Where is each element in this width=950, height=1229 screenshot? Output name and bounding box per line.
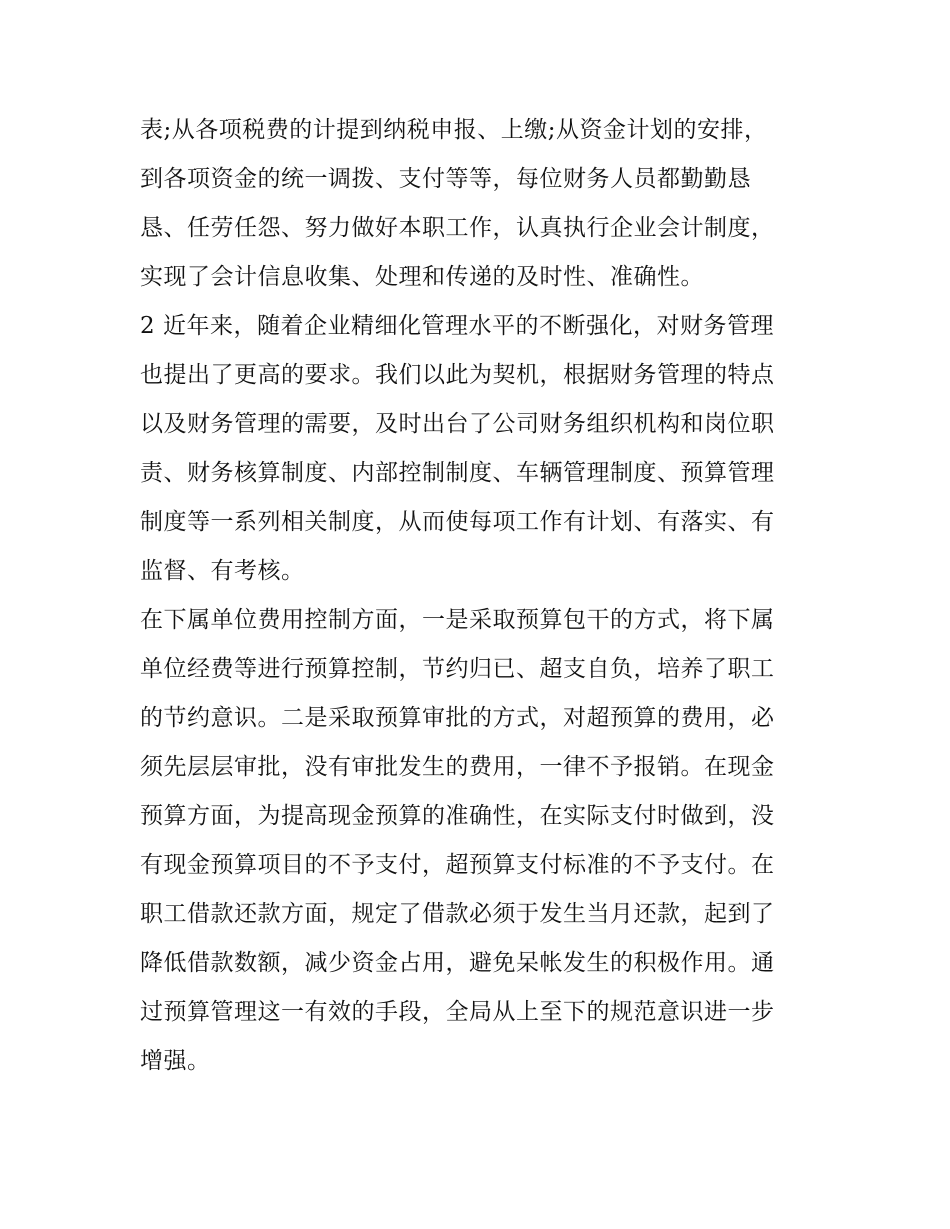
- text-line: 到各项资金的统一调拨、支付等等，每位财务人员都勤勤恳: [140, 166, 751, 192]
- text-line: 监督、有考核。: [140, 558, 305, 584]
- body-text: [140, 106, 820, 1086]
- text-line: 恳、任劳任怨、努力做好本职工作，认真执行企业会计制度，: [140, 215, 775, 241]
- text-line: 降低借款数额，减少资金占用，避免呆帐发生的积极作用。通: [140, 950, 775, 976]
- text-line: 也提出了更高的要求。我们以此为契机，根据财务管理的特点: [140, 362, 775, 388]
- text-line: 2 近年来，随着企业精细化管理水平的不断强化，对财务管理: [140, 313, 774, 339]
- text-line: 预算方面，为提高现金预算的准确性，在实际支付时做到，没: [140, 803, 775, 829]
- text-line: 过预算管理这一有效的手段，全局从上至下的规范意识进一步: [140, 999, 775, 1025]
- paragraph-1: [140, 106, 820, 302]
- text-line: 表;从各项税费的计提到纳税申报、上缴;从资金计划的安排，: [140, 117, 768, 143]
- text-line: 实现了会计信息收集、处理和传递的及时性、准确性。: [140, 264, 704, 290]
- text-line: 在下属单位费用控制方面，一是采取预算包干的方式，将下属: [140, 607, 775, 633]
- text-line: 单位经费等进行预算控制，节约归已、超支自负，培养了职工: [140, 656, 775, 682]
- text-line: 的节约意识。二是采取预算审批的方式，对超预算的费用，必: [140, 705, 775, 731]
- text-line: 增强。: [140, 1048, 211, 1074]
- text-line: 须先层层审批，没有审批发生的费用，一律不予报销。在现金: [140, 754, 775, 780]
- text-line: 以及财务管理的需要，及时出台了公司财务组织机构和岗位职: [140, 411, 775, 437]
- text-line: 职工借款还款方面，规定了借款必须于发生当月还款，起到了: [140, 901, 775, 927]
- paragraph-3: [140, 596, 820, 1086]
- text-line: 责、财务核算制度、内部控制制度、车辆管理制度、预算管理: [140, 460, 775, 486]
- text-line: 有现金预算项目的不予支付，超预算支付标准的不予支付。在: [140, 852, 775, 878]
- paragraph-2: [140, 302, 820, 596]
- text-line: 制度等一系列相关制度，从而使每项工作有计划、有落实、有: [140, 509, 775, 535]
